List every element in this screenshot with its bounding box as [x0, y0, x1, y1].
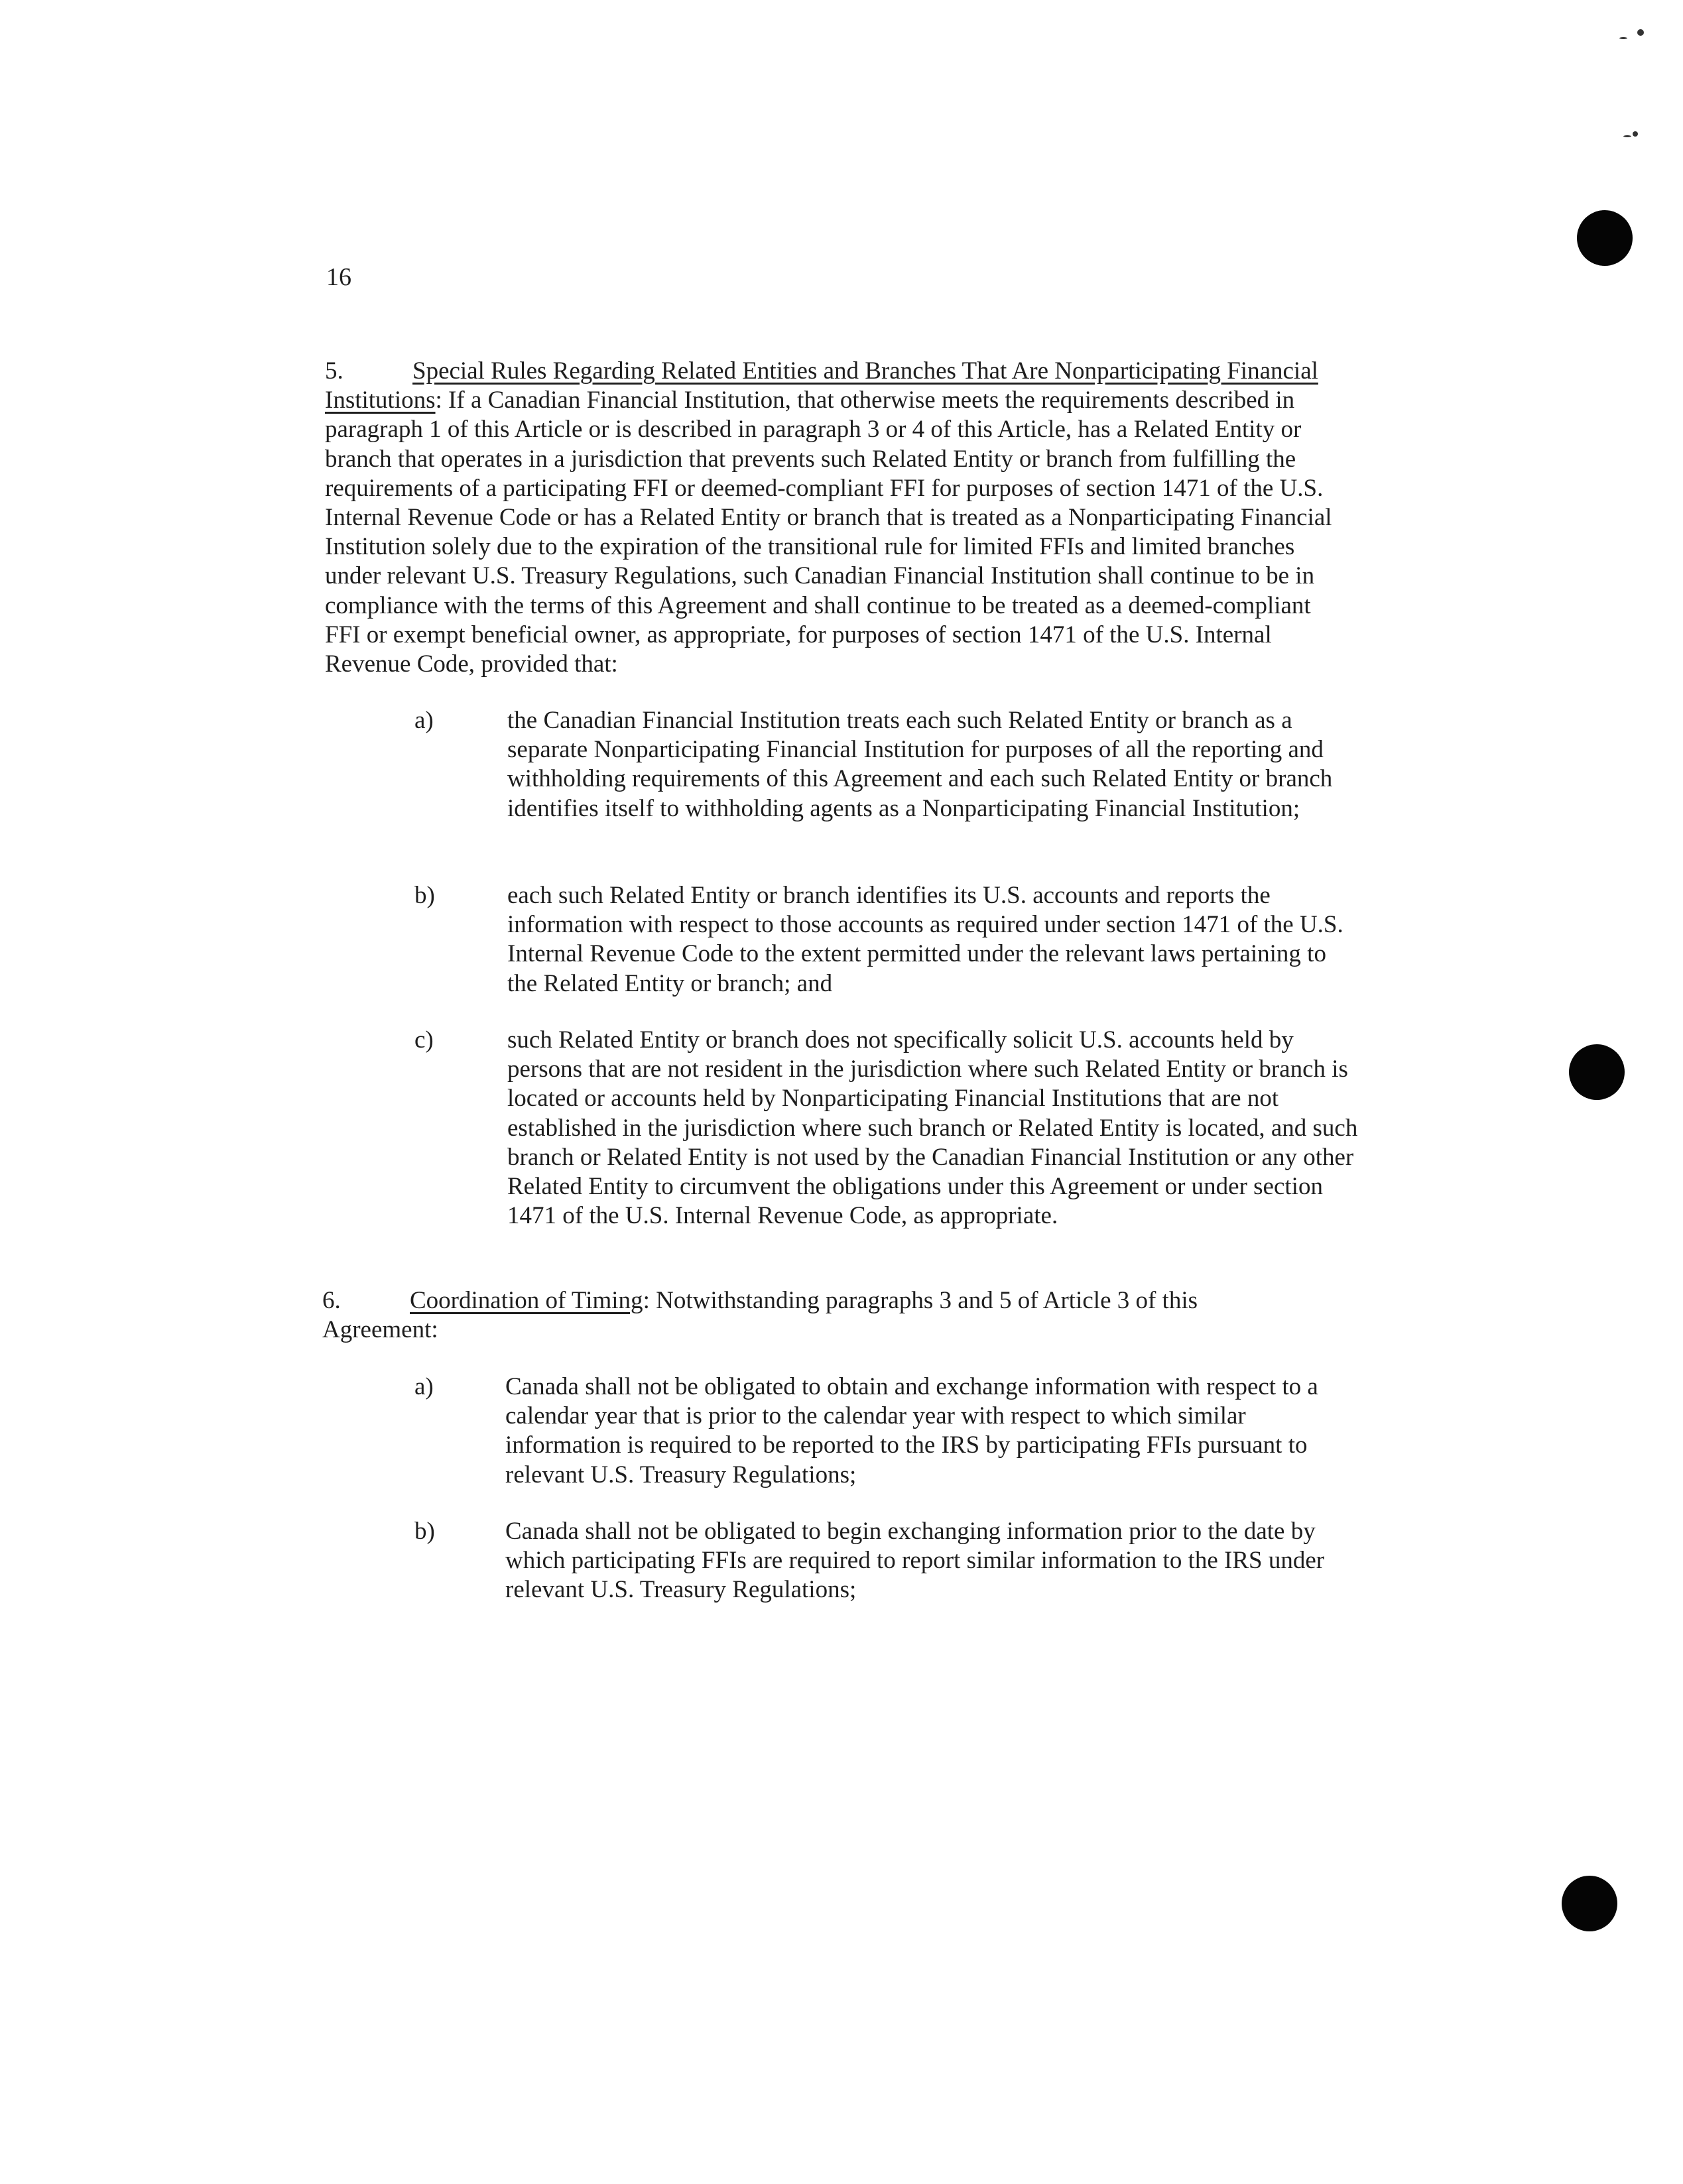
punch-hole-middle — [1569, 1044, 1625, 1100]
punch-hole-top — [1577, 210, 1633, 266]
section-body: : Notwithstanding paragraphs 3 and 5 of Article 3 of this Agreement: — [322, 1287, 1198, 1344]
section-5 — [325, 357, 1346, 679]
list-item-label: c) — [414, 1026, 434, 1054]
list-item-text: Canada shall not be obligated to obtain and exchange information with respect to a calendar year that is prior to the calendar year with respect to which similar information is required to be reported to the IRS by participating FFIs pursuant to relevant U.S. Treasury Regulations; — [505, 1373, 1318, 1488]
scan-speck — [1623, 135, 1631, 137]
list-item-label: b) — [414, 1518, 435, 1545]
list-item-label: a) — [414, 1373, 434, 1400]
section-heading: Special Rules Regarding Related Entities and Branches That Are Nonparticipating Financial Institutions — [325, 357, 1318, 414]
list-item-label: a) — [414, 707, 434, 734]
scan-speck — [1633, 131, 1638, 137]
scan-speck — [1637, 29, 1644, 36]
section-body: : If a Canadian Financial Institution, that otherwise meets the requirements described in paragraph 1 of this Article or is described in paragraph 3 or 4 of this Article, has a Related Entity or branch that operates in a jurisdiction that prevents such Related Entity or branch from fulfilling the requirements of a participating FFI or deemed-compliant FFI for purposes of section 1471 of the U.S. Internal Revenue Code or has a Related Entity or branch that is treated as a Nonparticipating Financial Institution solely due to the expiration of the transitional rule for limited FFIs and limited branches under relevant U.S. Treasury Regulations, such Canadian Financial Institution shall continue to be in compliance with the terms of this Agreement and shall continue to be treated as a deemed-compliant FFI or exempt beneficial owner, as appropriate, for purposes of section 1471 of the U.S. Internal Revenue Code, provided that: — [325, 387, 1332, 678]
section-number: 6. — [322, 1287, 341, 1314]
list-item-text: the Canadian Financial Institution treats each such Related Entity or branch as a separate Nonparticipating Financial Institution for purposes of all the reporting and withholding requirements of this Agreement and each such Related Entity or branch identifies itself to withholding agents as a Nonparticipating Financial Institution; — [507, 707, 1333, 822]
section-6 — [322, 1286, 1304, 1345]
punch-hole-bottom — [1562, 1876, 1617, 1931]
list-item-text: such Related Entity or branch does not specifically solicit U.S. accounts held by persons that are not resident in the jurisdiction where such Related Entity or branch is located or accounts held by Nonparticipating Financial Institutions that are not established in the jurisdiction where such branch or Related Entity is located, and such branch or Related Entity is not used by the Canadian Financial Institution or any other Related Entity to circumvent the obligations under this Agreement or under section 1471 of the U.S. Internal Revenue Code, as appropriate. — [507, 1026, 1358, 1230]
list-item-label: b) — [414, 882, 435, 909]
section-number: 5. — [325, 357, 343, 385]
list-item-text: each such Related Entity or branch identifies its U.S. accounts and reports the information with respect to those accounts as required under section 1471 of the U.S. Internal Revenue Code to the extent permitted under the relevant laws pertaining to the Related Entity or branch; and — [507, 882, 1343, 997]
page-number: 16 — [326, 263, 351, 291]
list-item-text: Canada shall not be obligated to begin exchanging information prior to the date by which participating FFIs are required to report similar information to the IRS under relevant U.S. Treasury Regulations; — [505, 1518, 1325, 1604]
section-heading: Coordination of Timing — [410, 1287, 643, 1314]
scan-speck — [1619, 37, 1627, 39]
